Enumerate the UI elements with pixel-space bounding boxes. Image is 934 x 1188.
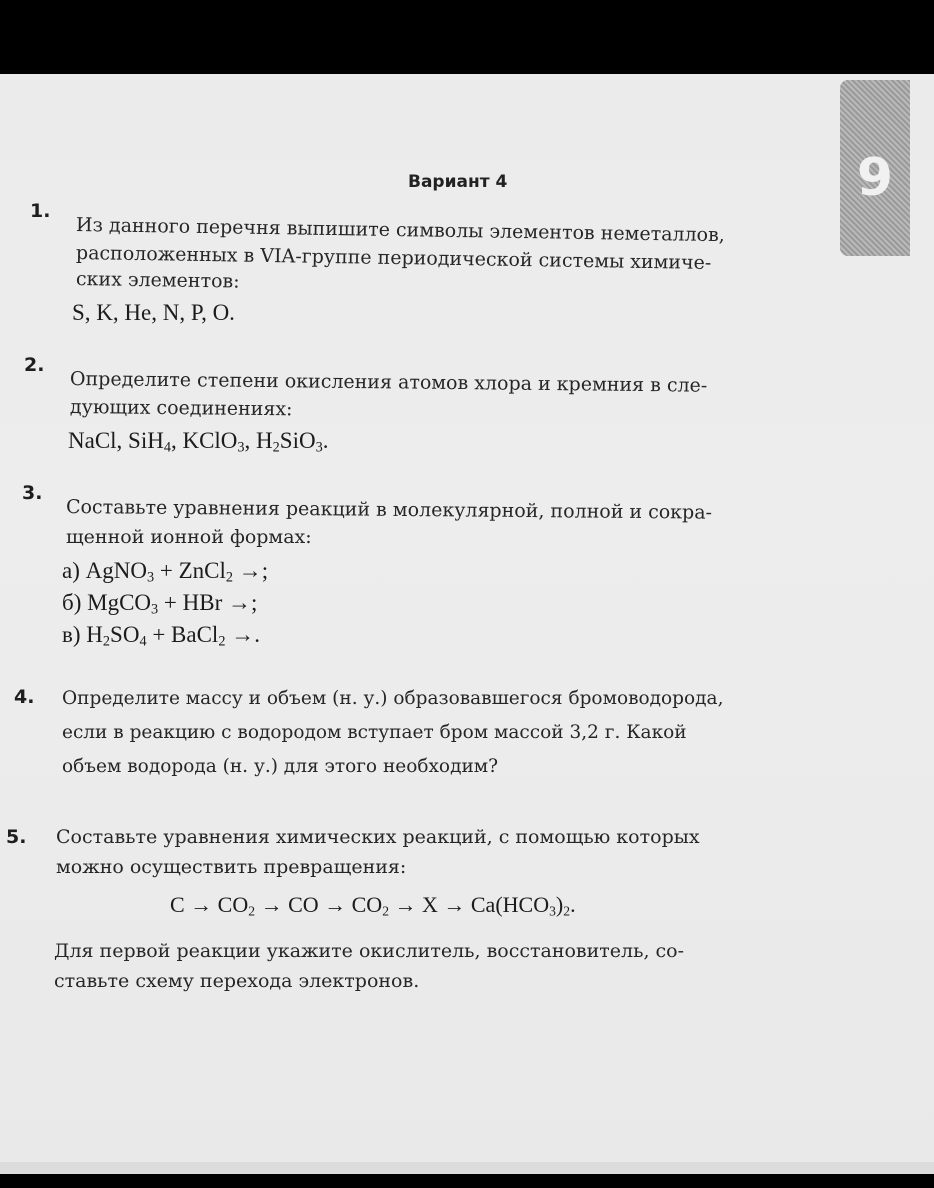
task-5-note-line-1: Для первой реакции укажите окислитель, восстановитель, со- <box>54 940 685 962</box>
task-4-number: 4. <box>14 686 35 708</box>
task-2-line-1: Определите степени окисления атомов хлора и кремния в сле- <box>69 368 708 397</box>
task-1-number: 1. <box>30 200 51 222</box>
task-4-line-3: объем водорода (н. у.) для этого необходим? <box>62 756 499 777</box>
task-1-line-1: Из данного перечня выпишите символы элементов неметаллов, <box>75 214 725 247</box>
page-number: 9 <box>856 148 894 208</box>
task-3-number: 3. <box>22 482 43 504</box>
task-5-number: 5. <box>6 826 27 848</box>
task-3-line-2: щенной ионной формах: <box>66 526 312 548</box>
task-2-number: 2. <box>24 354 45 376</box>
task-2-line-2: дующих соединениях: <box>69 396 293 421</box>
task-3-item-a: а) AgNO$_3$ + ZnCl$_2$ →; <box>62 558 269 586</box>
task-4-line-1: Определите массу и объем (н. у.) образовавшегося бромоводорода, <box>62 688 724 709</box>
task-3-item-c: в) $H_2SO_4$ + BaCl$_2$ →. <box>62 622 260 650</box>
task-4-line-2: если в реакцию с водородом вступает бром массой 3,2 г. Какой <box>62 722 687 743</box>
task-1-line-2: расположенных в VIA-группе периодической системы химиче- <box>75 242 712 274</box>
task-5-note-line-2: ставьте схему перехода электронов. <box>54 970 420 992</box>
task-1-line-3: ских элементов: <box>75 268 240 293</box>
task-3-line-1: Составьте уравнения реакций в молекулярной, полной и сокра- <box>65 496 713 524</box>
task-1-formula: S, K, He, N, P, O. <box>72 300 235 325</box>
variant-title: Вариант 4 <box>408 172 508 192</box>
task-5-line-2: можно осуществить превращения: <box>56 856 407 878</box>
task-3-item-b: б) MgCO$_3$ + HBr →; <box>62 590 258 618</box>
page-number-tab <box>840 80 910 256</box>
task-2-formula: NaCl, SiH$_4$, KClO$_3$, $H_2SiO_3$. <box>68 428 329 456</box>
task-5-chain: $C \to CO_2$ → CO → $CO_2 \to X \to Ca(HCO_3)_2$. <box>170 892 576 919</box>
task-5-line-1: Составьте уравнения химических реакций, с помощью которых <box>56 826 700 848</box>
